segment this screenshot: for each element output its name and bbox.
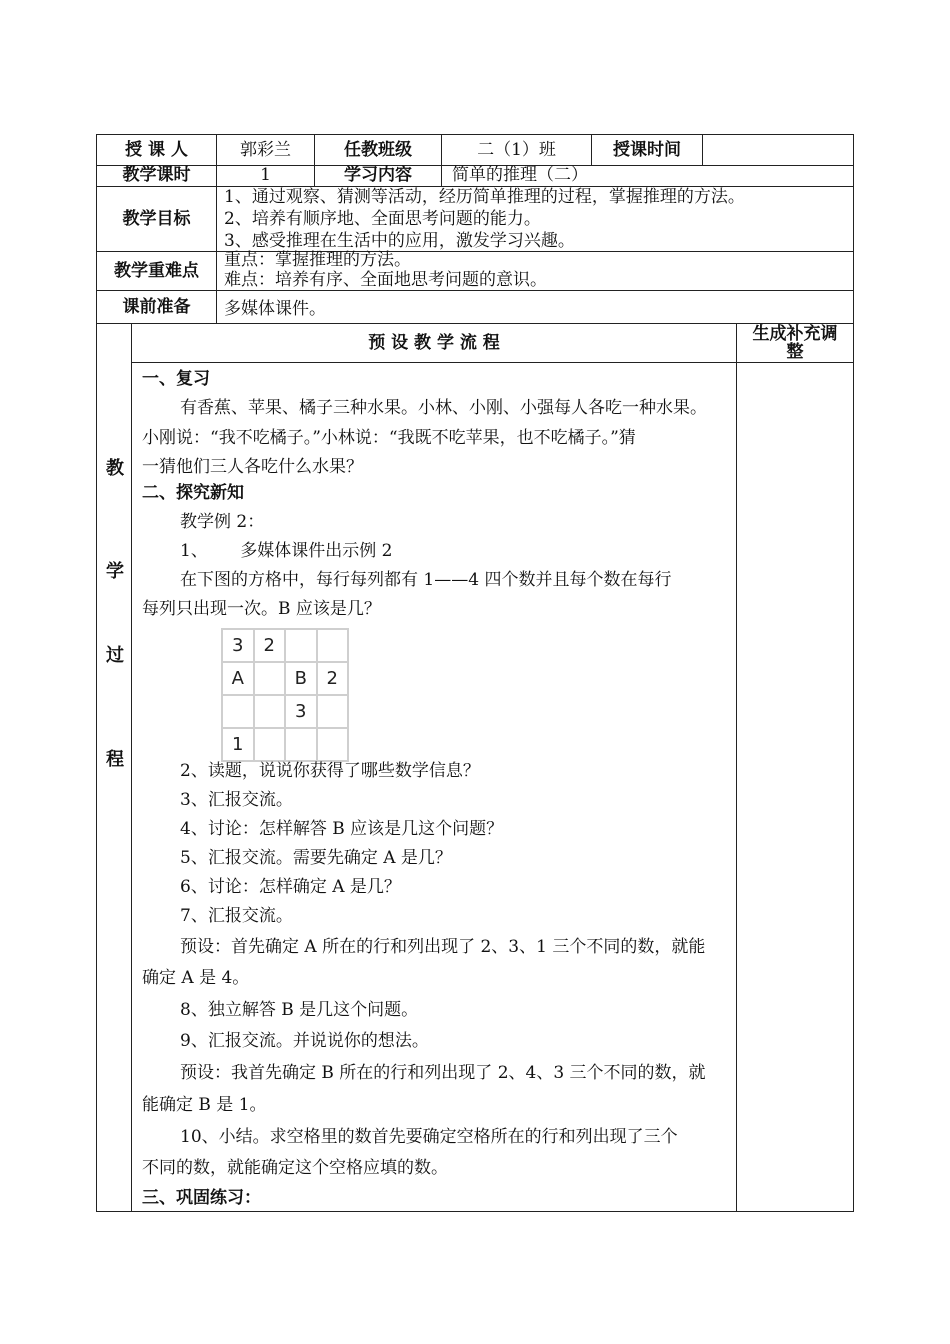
table-border (853, 134, 854, 1212)
grid-cell (317, 629, 348, 662)
table-border (131, 362, 854, 363)
adjust-title: 生成补充调 (752, 324, 838, 344)
grid-cell (254, 695, 285, 728)
body-text-line: 不同的数，就能确定这个空格应填的数。 (142, 1158, 448, 1178)
table-border (131, 323, 132, 1212)
class-label: 任教班级 (344, 140, 412, 160)
body-text-line: 确定 A 是 4。 (142, 968, 250, 988)
grid-cell (222, 695, 254, 728)
body-text-line: 7、汇报交流。 (180, 906, 293, 926)
table-border (96, 134, 854, 135)
body-text-line: 5、汇报交流。需要先确定 A 是几？ (180, 848, 452, 868)
period-value: 1 (260, 165, 271, 185)
class-value: 二（1）班 (477, 140, 556, 160)
body-text-line: 4、讨论：怎样解答 B 应该是几这个问题？ (180, 819, 504, 839)
body-text-line: 3、汇报交流。 (180, 790, 293, 810)
body-text-line: 1、 多媒体课件出示例 2 (180, 541, 393, 561)
section-heading: 二、探究新知 (142, 483, 244, 503)
key-points-label: 教学重难点 (114, 261, 199, 281)
body-text-line: 能确定 B 是 1。 (142, 1095, 267, 1115)
body-text-line: 有香蕉、苹果、橘子三种水果。小林、小刚、小强每人各吃一种水果。 (180, 398, 707, 418)
body-text-line: 9、汇报交流。并说说你的想法。 (180, 1031, 429, 1051)
grid-cell: 2 (317, 662, 348, 695)
goals-label: 教学目标 (122, 209, 191, 229)
prep-label: 课前准备 (122, 297, 191, 317)
example-grid-image (221, 628, 349, 755)
body-text-line: 一猜他们三人各吃什么水果？ (142, 457, 363, 477)
grid-cell: 1 (222, 728, 254, 761)
section-heading: 三、巩固练习： (142, 1188, 261, 1208)
grid-cell (285, 629, 317, 662)
flow-title: 预 设 教 学 流 程 (368, 333, 500, 353)
prep-value: 多媒体课件。 (224, 299, 326, 319)
key-point-line: 难点：培养有序、全面地思考问题的意识。 (224, 270, 547, 290)
key-point-line: 重点：掌握推理的方法。 (224, 250, 411, 270)
table-border (216, 134, 217, 324)
grid-cell: B (285, 662, 317, 695)
time-label: 授课时间 (613, 140, 681, 160)
side-label-char: 学 (106, 561, 124, 582)
period-label: 教学课时 (122, 165, 191, 185)
body-text-line: 6、讨论：怎样确定 A 是几？ (180, 877, 401, 897)
grid-cell: 3 (222, 629, 254, 662)
goal-line: 1、通过观察、猜测等活动，经历简单推理的过程，掌握推理的方法。 (224, 187, 745, 207)
grid-cell: A (222, 662, 254, 695)
teacher-value: 郭彩兰 (240, 140, 291, 160)
teacher-label: 授 课 人 (125, 140, 188, 160)
goal-line: 3、感受推理在生活中的应用，激发学习兴趣。 (224, 231, 575, 251)
adjust-title: 整 (786, 342, 804, 362)
body-text-line: 小刚说：“我不吃橘子。”小林说：“我既不吃苹果，也不吃橘子。”猜 (142, 428, 636, 448)
goal-line: 2、培养有顺序地、全面思考问题的能力。 (224, 209, 541, 229)
side-label-char: 过 (106, 645, 124, 666)
body-text-line: 在下图的方格中，每行每列都有 1——4 四个数并且每个数在每行 (180, 570, 672, 590)
body-text-line: 每列只出现一次。B 应该是几？ (142, 599, 381, 619)
side-label-char: 程 (106, 749, 124, 770)
body-text-line: 8、独立解答 B 是几这个问题。 (180, 1000, 419, 1020)
grid-cell: 2 (254, 629, 285, 662)
grid-cell: 3 (285, 695, 317, 728)
body-text-line: 10、小结。求空格里的数首先要确定空格所在的行和列出现了三个 (180, 1127, 678, 1147)
content-label: 学习内容 (344, 165, 412, 185)
table-border (702, 134, 703, 166)
grid-cell (317, 695, 348, 728)
grid-cell (254, 662, 285, 695)
body-text-line: 预设：首先确定 A 所在的行和列出现了 2、3、1 三个不同的数，就能 (180, 937, 706, 957)
content-value: 简单的推理（二） (452, 165, 588, 185)
section-heading: 一、复习 (142, 369, 210, 389)
body-text-line: 预设：我首先确定 B 所在的行和列出现了 2、4、3 三个不同的数，就 (180, 1063, 706, 1083)
table-border (736, 323, 737, 1212)
side-label-char: 教 (106, 458, 124, 479)
table-border (96, 1211, 854, 1212)
body-text-line: 教学例 2： (180, 512, 265, 532)
body-text-line: 2、读题，说说你获得了哪些数学信息？ (180, 761, 480, 781)
